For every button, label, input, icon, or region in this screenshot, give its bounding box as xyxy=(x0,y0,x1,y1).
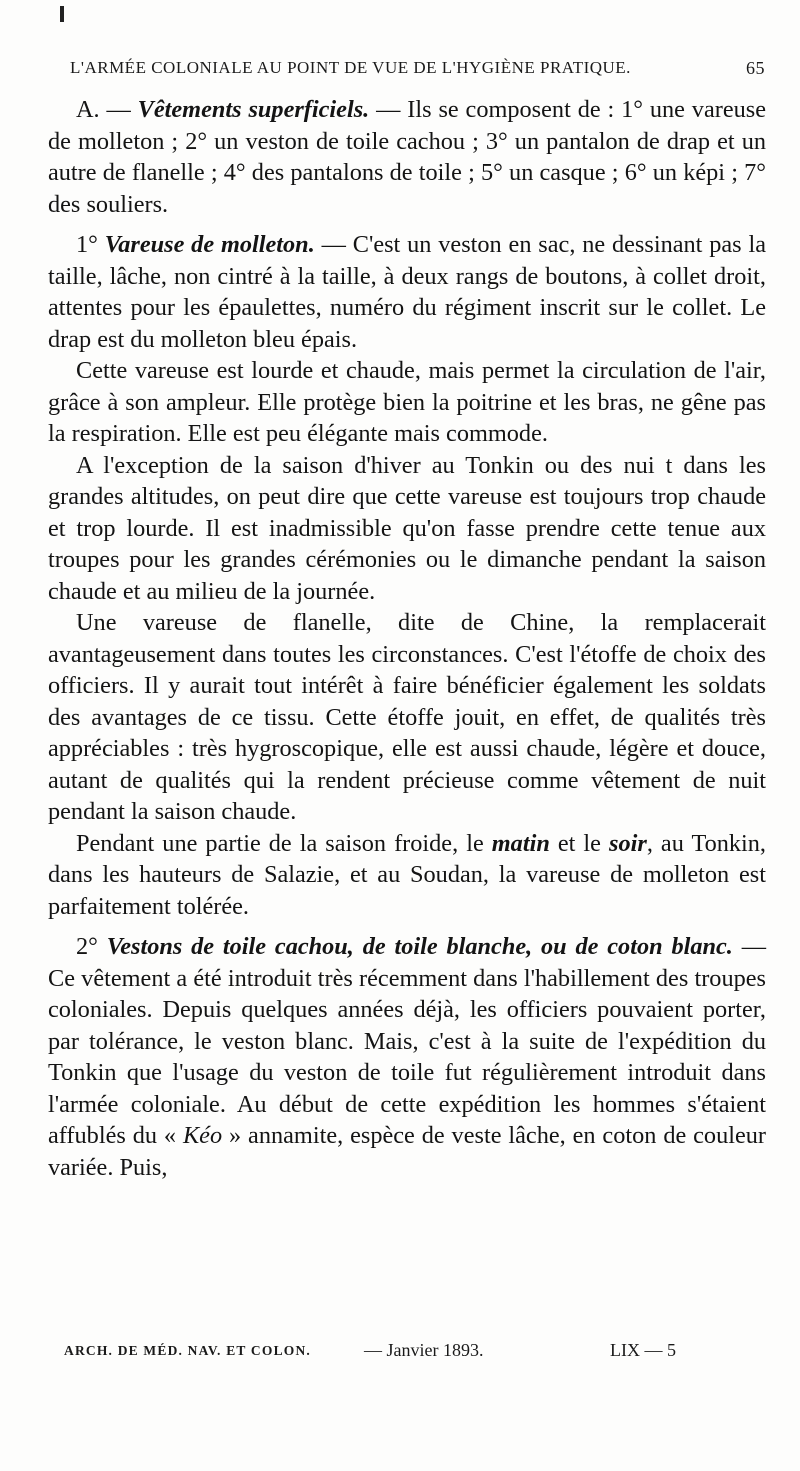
paragraph-5-soir: soir xyxy=(609,829,647,857)
paragraph-4: Une vareuse de flanelle, dite de Chine, la remplacerait avantageusement dans toutes les circonstances. C'est l'étoffe de choix des officiers. Il y aurait tout intérêt à faire bénéficier également les soldats des avantages de ce tissu. Cette étoffe jouit, en effet, de qualités très appréciables : très hygroscopique, elle est aussi chaude, légère et douce, autant de qualités qui la rendent précieuse comme vêtement de nuit pendant la saison chaude. xyxy=(48,609,766,825)
paragraph-5-text-c: , au Tonkin, dans les hauteurs de Salazie, et au Soudan, la vareuse de molleton est parfaitement tolérée. xyxy=(48,829,767,920)
paragraph-2: Cette vareuse est lourde et chaude, mais permet la circulation de l'air, grâce à son ampleur. Elle protège bien la poitrine et les bras, ne gêne pas la respiration. Elle est peu élégante mais commode. xyxy=(48,357,766,447)
body-text xyxy=(48,94,766,1183)
item-1-number: 1° xyxy=(76,231,105,258)
running-header xyxy=(70,58,765,86)
section-a-title: Vêtements superficiels. xyxy=(137,96,370,123)
item-1-text: — C'est un veston en sac, ne dessinant pas la taille, lâche, non cintré à la taille, à deux rangs de boutons, à collet droit, attentes pour les épaulettes, numéro du régiment inscrit sur le collet. Le drap est du molleton bleu épais. xyxy=(48,231,766,353)
running-title: L'ARMÉE COLONIALE AU POINT DE VUE DE L'HYGIÈNE PRATIQUE. xyxy=(70,58,631,77)
item-1-paragraph xyxy=(48,229,766,355)
item-2-number: 2° xyxy=(76,933,107,960)
paragraph-5-matin: matin xyxy=(491,829,550,857)
footer-journal: ARCH. DE MÉD. NAV. ET COLON. xyxy=(64,1343,312,1358)
paragraph-3: A l'exception de la saison d'hiver au Tonkin ou des nui t dans les grandes altitudes, on peut dire que cette vareuse est toujours trop chaude et trop lourde. Il est inadmissible qu'on fasse prendre cette tenue aux troupes pour les grandes cérémonies ou le dimanche pendant la saison chaude et au milieu de la journée. xyxy=(48,451,766,605)
item-2-text-2: » annamite, espèce de veste lâche, en coton de couleur variée. Puis, xyxy=(48,1122,767,1181)
paragraph-5 xyxy=(48,828,766,923)
section-a-text: — Ils se composent de : 1° une vareuse de molleton ; 2° un veston de toile cachou ; 3° un pantalon de drap et un autre de flanelle ; 4° des pantalons de toile ; 5° un casque ; 6° un képi ; 7° des souliers. xyxy=(48,96,766,218)
item-2-text: — Ce vêtement a été introduit très récemment dans l'habillement des troupes coloniales. Depuis quelques années déjà, les officiers pouvaient porter, par tolérance, le veston blanc. Mais, c'est à la suite de l'expédition du Tonkin que l'usage du veston de toile fut régulièrement introduit dans l'armée coloniale. Au début de cette expédition les hommes s'étaient affublés du « xyxy=(48,933,766,1149)
item-2-title: Vestons de toile cachou, de toile blanche, ou de coton blanc. xyxy=(106,933,733,960)
item-1-title: Vareuse de molleton. xyxy=(104,231,315,258)
margin-mark xyxy=(60,6,64,22)
item-2-keo: Kéo xyxy=(182,1122,223,1149)
section-a-paragraph xyxy=(48,94,766,220)
paragraph-5-text-b: et le xyxy=(549,829,609,857)
section-a-label: A. — xyxy=(76,96,138,123)
item-2-paragraph xyxy=(48,931,766,1183)
page-number: 65 xyxy=(746,58,765,78)
page-footer xyxy=(64,1340,692,1366)
footer-signature: LIX — 5 xyxy=(610,1340,676,1360)
footer-date: — Janvier 1893. xyxy=(364,1340,484,1360)
paragraph-5-text-a: Pendant une partie de la saison froide, le xyxy=(76,829,492,857)
